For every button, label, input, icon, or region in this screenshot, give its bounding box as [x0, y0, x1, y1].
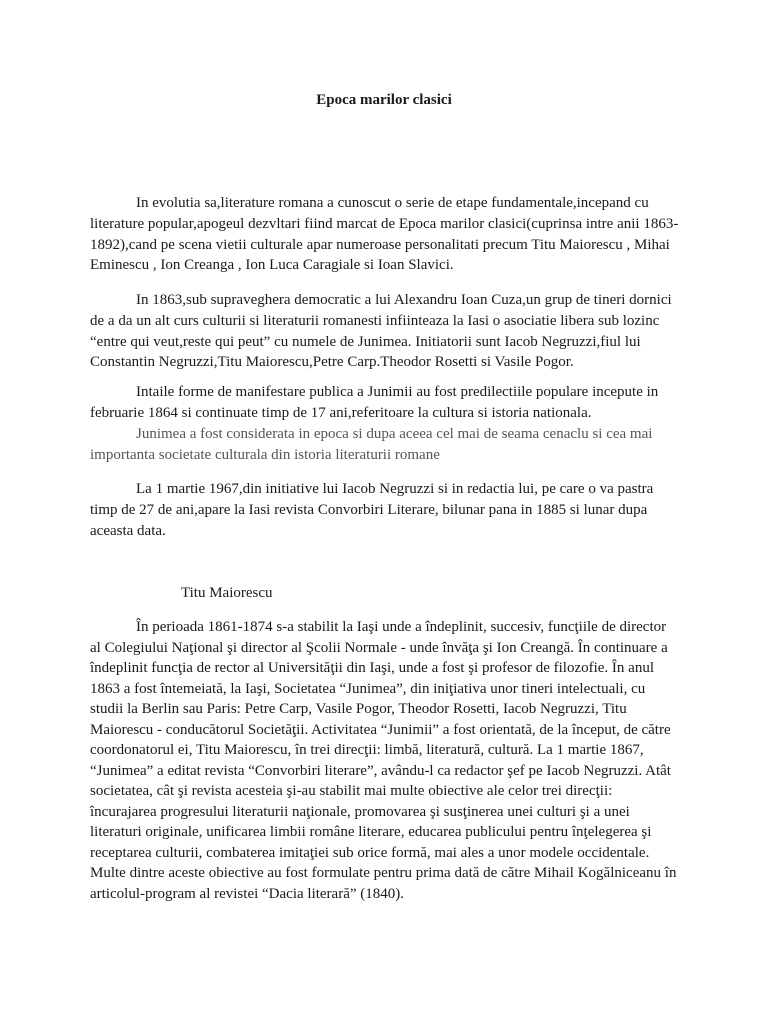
paragraph-prelectiuni: Intaile forme de manifestare publica a Junimii au fost predilectiile populare incepute in februarie 1864 si continuate timp de 17 ani,referitoare la cultura si istoria nationala. — [90, 384, 659, 421]
paragraph-intro: In evolutia sa,literature romana a cunoscut o serie de etape fundamentale,incepand cu literature popular,apogeul dezvltari fiind marcat de Epoca marilor clasici(cuprinsa intre anii 1863-1892),cand pe scena vietii culturale apar numeroase personalitati precum Titu Maiorescu , Mihai Eminescu , Ion Creanga , Ion Luca Caragiale si Ioan Slavici. — [90, 195, 679, 274]
paragraph-convorbiri-literare: La 1 martie 1967,din initiative lui Iacob Negruzzi si in redactia lui, pe care o va pastra timp de 27 de ani,apare la Iasi revista Convorbiri Literare, bilunar pana in 1885 si lunar dupa aceasta data. — [90, 481, 654, 539]
paragraph-titu-maiorescu: În perioada 1861-1874 s-a stabilit la Iaşi unde a îndeplinit, succesiv, funcţiile de director al Colegiului Naţional şi director al Şcolii Normale - unde învăţa şi Ion Creangă. În continuare a îndeplinit funcţia de rector al Universităţii din Iaşi, unde a fost şi profesor de filozofie. În anul 1863 a fost întemeiată, la Iaşi, Societatea “Junimea”, din iniţiativa unor tineri intelectuali, cu studii la Berlin sau Paris: Petre Carp, Vasile Pogor, Theodor Rosetti, Iacob Negruzzi, Titu Maiorescu - conducătorul Societăţii. Activitatea “Junimii” a fost orientată, de la început, de către coordonatorul ei, Titu Maiorescu, în trei direcţii: limbă, literatură, cultură. La 1 martie 1867, “Junimea” a editat revista “Convorbiri literare”, avându-l ca redactor şef pe Iacob Negruzzi. Atât societatea, cât şi revista acesteia şi-au stabilit mai multe obiective ale celor trei direcţii: încurajarea progresului literaturii naţionale, promovarea şi susţinerea unei culturi şi a unei literaturi originale, unificarea limbii române literare, educarea publicului pentru înţelegerea şi receptarea culturii, combaterea imitaţiei sub orice formă, mai ales a unor modele occidentale. Multe dintre aceste obiective au fost formulate pentru prima dată de către Mihail Kogălniceanu în articolul-program al revistei “Dacia literară” (1840). — [90, 619, 677, 902]
paragraph-junimea-importance: Junimea a fost considerata in epoca si dupa aceea cel mai de seama cenaclu si cea mai importanta societate culturala din istoria literaturii romane — [90, 426, 653, 463]
document-title: Epoca marilor clasici — [316, 92, 452, 108]
paragraph-junimea-founding: In 1863,sub supraveghera democratic a lui Alexandru Ioan Cuza,un grup de tineri dornici de a da un alt curs culturii si literaturii romanesti infiinteaza la Iasi o asociatie libera sub lozinc “entre qui veut,reste qui peut” cu numele de Junimea. Initiatorii sunt Iacob Negruzzi,fiul lui Constantin Negruzzi,Titu Maiorescu,Petre Carp.Theodor Rosetti si Vasile Pogor. — [90, 292, 672, 371]
section-heading: Titu Maiorescu — [181, 585, 273, 601]
